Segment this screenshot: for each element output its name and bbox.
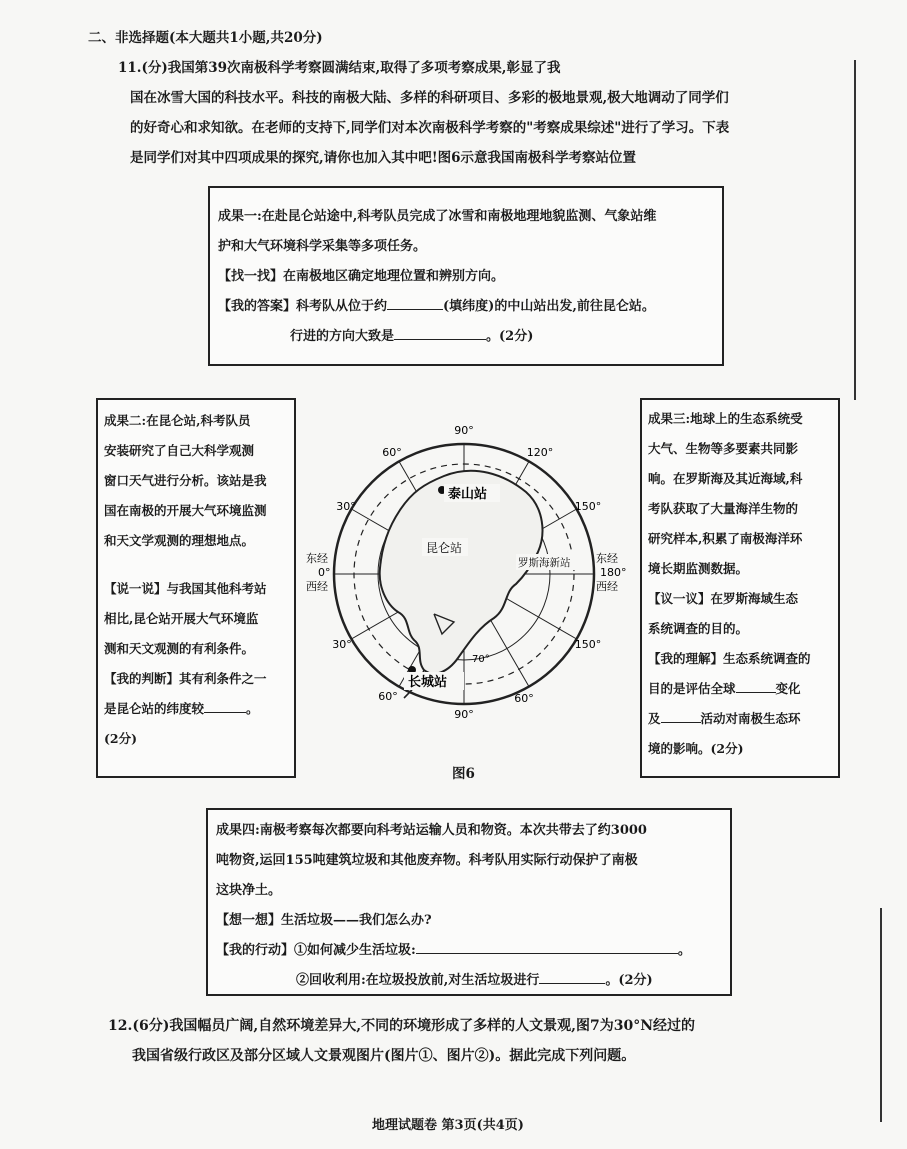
latitude-blank[interactable] xyxy=(387,295,443,310)
lon-label: 60° xyxy=(514,692,534,705)
result-two-text: 成果二:在昆仑站,科考队员 xyxy=(104,413,251,428)
west-label-right: 西经 xyxy=(596,580,618,593)
result-two-text: 国在南极的开展大气环境监测 xyxy=(104,503,267,518)
lon-label: 150° xyxy=(574,500,602,513)
station-label-kunlun: 昆仑站 xyxy=(426,541,463,555)
result-three-inquiry: 系统调查的目的。 xyxy=(648,621,749,636)
station-label-greatwall: 长城站 xyxy=(408,675,448,690)
result-one-text: 成果一:在赴昆仑站途中,科考队员完成了冰雪和南极地理地貌监测、气象站维 xyxy=(218,209,657,224)
scan-margin-line xyxy=(854,60,856,400)
result-three-text: 大气、生物等多要素共同影 xyxy=(648,441,799,456)
result-three-answer: 目的是评估全球 变化 xyxy=(642,674,838,704)
result-one-answer: 【我的答案】科考队从位于约 (填纬度)的中山站出发,前往昆仑站。 xyxy=(210,292,722,322)
page-footer: 地理试题卷 第3页(共4页) xyxy=(372,1118,524,1133)
latitude-level-blank[interactable] xyxy=(204,698,246,713)
result-three-text: 成果三:地球上的生态系统受 xyxy=(648,411,803,426)
result-three-inquiry: 【议一议】在罗斯海域生态 xyxy=(648,591,799,606)
result-three-text: 响。在罗斯海及其近海域,科 xyxy=(648,471,803,486)
q12-line: 12.(6分)我国幅员广阔,自然环境差异大,不同的环境形成了多样的人文景观,图7为30°N经过的 xyxy=(108,1018,695,1034)
result-four-text: 成果四:南极考察每次都要向科考站运输人员和物资。本次共带去了约3000 xyxy=(216,823,647,838)
antimeridian-label: 180° xyxy=(600,566,627,579)
antarctic-map-figure xyxy=(296,420,636,732)
result-four-text: 这块净土。 xyxy=(216,883,282,898)
result-three-text: 考队获取了大量海洋生物的 xyxy=(648,501,799,516)
result-three-answer: 【我的理解】生态系统调查的 xyxy=(648,651,811,666)
direction-blank[interactable] xyxy=(394,325,486,340)
lon-label: 150° xyxy=(574,638,602,651)
result-one-box xyxy=(208,186,724,366)
q11-line: 的好奇心和求知欲。在老师的支持下,同学们对本次南极科学考察的"考察成果综述"进行了学习。下表 xyxy=(130,120,730,136)
lon-label: 60° xyxy=(378,690,398,703)
lon-label: 90° xyxy=(454,424,474,437)
q11-line: 国在冰雪大国的科技水平。科技的南极大陆、多样的科研项目、多彩的极地景观,极大地调动了同学们 xyxy=(130,90,729,106)
section-header: 二、非选择题(本大题共1小题,共20分) xyxy=(88,30,323,46)
result-one-direction: 行进的方向大致是 。(2分) xyxy=(210,322,722,352)
result-two-score: (2分) xyxy=(104,731,138,746)
scan-margin-line xyxy=(880,908,882,1122)
station-label-ross: 罗斯海新站 xyxy=(518,557,571,569)
result-four-text: 吨物资,运回155吨建筑垃圾和其他废弃物。科考队用实际行动保护了南极 xyxy=(216,853,638,868)
global-change-blank[interactable] xyxy=(736,678,776,693)
result-one-text: 护和大气环境科学采集等多项任务。 xyxy=(218,239,427,254)
q12-line: 我国省级行政区及部分区域人文景观图片(图片①、图片②)。据此完成下列问题。 xyxy=(132,1048,636,1064)
result-four-box xyxy=(206,808,732,996)
result-two-answer: 【我的判断】其有利条件之一 xyxy=(104,671,267,686)
result-three-answer: 境的影响。(2分) xyxy=(648,741,744,756)
result-four-think: 【想一想】生活垃圾——我们怎么办? xyxy=(216,913,432,928)
lat-label: 70° xyxy=(472,654,490,665)
station-label-taishan: 泰山站 xyxy=(448,487,488,502)
east-label-left: 东经 xyxy=(306,552,328,565)
human-activity-blank[interactable] xyxy=(661,708,701,723)
result-three-answer: 及 活动对南极生态环 xyxy=(642,704,838,734)
result-three-text: 境长期监测数据。 xyxy=(648,561,749,576)
result-two-text: 窗口天气进行分析。该站是我 xyxy=(104,473,267,488)
lon-label: 90° xyxy=(454,708,474,721)
result-two-answer: 是昆仑站的纬度较 。 xyxy=(98,694,294,724)
result-two-box xyxy=(96,398,296,778)
result-four-recycle: ②回收利用:在垃圾投放前,对生活垃圾进行 。(2分) xyxy=(208,966,730,996)
lon-label: 30° xyxy=(336,500,356,513)
result-two-inquiry: 【说一说】与我国其他科考站 xyxy=(104,581,267,596)
result-two-inquiry: 测和天文观测的有利条件。 xyxy=(104,641,255,656)
zero-meridian-label: 0° xyxy=(318,566,331,579)
result-three-text: 研究样本,积累了南极海洋环 xyxy=(648,531,803,546)
q11-line: 11.(分)我国第39次南极科学考察圆满结束,取得了多项考察成果,彰显了我 xyxy=(118,60,561,76)
lon-label: 120° xyxy=(526,446,554,459)
result-two-inquiry: 相比,昆仑站开展大气环境监 xyxy=(104,611,259,626)
q11-line: 是同学们对其中四项成果的探究,请你也加入其中吧!图6示意我国南极科学考察站位置 xyxy=(130,150,637,166)
west-label-left: 西经 xyxy=(306,580,328,593)
garbage-sorting-blank[interactable] xyxy=(539,969,605,984)
result-one-inquiry: 【找一找】在南极地区确定地理位置和辨别方向。 xyxy=(218,269,505,284)
lon-label: 30° xyxy=(332,638,352,651)
lon-label: 60° xyxy=(382,446,402,459)
result-four-action: 【我的行动】①如何减少生活垃圾: 。 xyxy=(208,936,730,966)
east-label-right: 东经 xyxy=(596,552,618,565)
reduce-garbage-blank[interactable] xyxy=(416,939,678,954)
result-two-text: 安装研究了自己大科学观测 xyxy=(104,443,255,458)
result-two-text: 和天文学观测的理想地点。 xyxy=(104,533,255,548)
result-three-box xyxy=(640,398,840,778)
figure-caption: 图6 xyxy=(452,766,475,782)
